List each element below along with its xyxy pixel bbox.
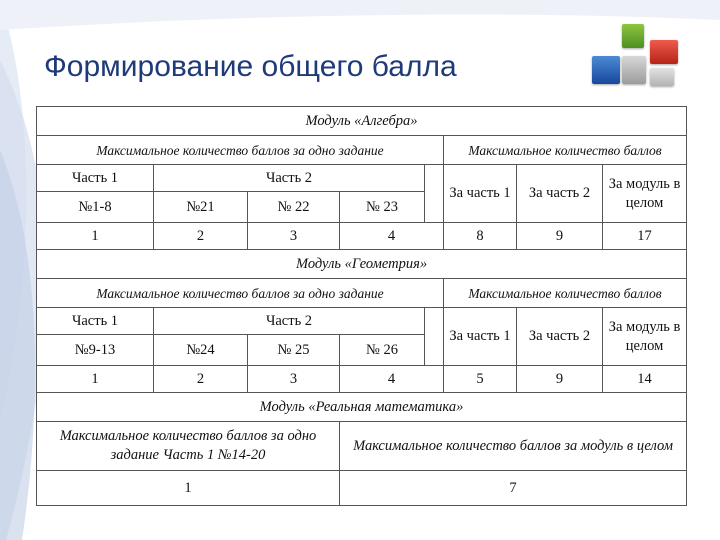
algebra-total-module-label: За модуль в целом	[603, 165, 687, 223]
realmath-per-task-header: Максимальное количество баллов за одно задание Часть 1 №14-20	[37, 422, 340, 471]
algebra-per-task-header: Максимальное количество баллов за одно задание	[37, 136, 444, 165]
algebra-points-1: 1	[37, 223, 154, 250]
realmath-section-row	[37, 393, 687, 422]
algebra-total-part1-value: 8	[444, 223, 517, 250]
geometry-points-1: 1	[37, 366, 154, 393]
geometry-task-1: №9-13	[37, 335, 154, 366]
geometry-part1-label: Часть 1	[37, 308, 154, 335]
realmath-total-header: Максимальное количество баллов за модуль в целом	[340, 422, 687, 471]
algebra-points-2: 2	[154, 223, 248, 250]
geometry-header-row	[37, 279, 687, 308]
geometry-task-3: № 25	[248, 335, 340, 366]
algebra-task-2: №21	[154, 192, 248, 223]
geometry-points-4: 4	[340, 366, 444, 393]
algebra-part2-label: Часть 2	[154, 165, 425, 192]
algebra-module-title: Модуль «Алгебра»	[37, 107, 687, 136]
geometry-total-part1-value: 5	[444, 366, 517, 393]
geometry-section-row	[37, 250, 687, 279]
realmath-total-value: 7	[340, 471, 687, 506]
logo-cubes-icon	[592, 22, 684, 88]
geometry-module-title: Модуль «Геометрия»	[37, 250, 687, 279]
geometry-parts-row	[37, 308, 687, 335]
geometry-points-3: 3	[248, 366, 340, 393]
algebra-total-header: Максимальное количество баллов	[444, 136, 687, 165]
algebra-values-row	[37, 223, 687, 250]
page-title: Формирование общего балла	[44, 50, 457, 83]
geometry-task-4: № 26	[340, 335, 425, 366]
geometry-values-row	[37, 366, 687, 393]
realmath-header-row	[37, 422, 687, 471]
geometry-part2-label: Часть 2	[154, 308, 425, 335]
geometry-points-2: 2	[154, 366, 248, 393]
algebra-part1-label: Часть 1	[37, 165, 154, 192]
algebra-header-row	[37, 136, 687, 165]
geometry-total-part2-value: 9	[517, 366, 603, 393]
algebra-task-3: № 22	[248, 192, 340, 223]
algebra-points-3: 3	[248, 223, 340, 250]
algebra-total-part2-label: За часть 2	[517, 165, 603, 223]
geometry-task-2: №24	[154, 335, 248, 366]
algebra-points-4: 4	[340, 223, 444, 250]
algebra-total-module-value: 17	[603, 223, 687, 250]
geometry-total-module-value: 14	[603, 366, 687, 393]
geometry-per-task-header: Максимальное количество баллов за одно задание	[37, 279, 444, 308]
geometry-total-part1-label: За часть 1	[444, 308, 517, 366]
realmath-values-row	[37, 471, 687, 506]
score-table	[36, 106, 687, 506]
algebra-task-4: № 23	[340, 192, 425, 223]
algebra-total-part1-label: За часть 1	[444, 165, 517, 223]
algebra-parts-row	[37, 165, 687, 192]
geometry-total-module-label: За модуль в целом	[603, 308, 687, 366]
geometry-total-header: Максимальное количество баллов	[444, 279, 687, 308]
algebra-total-part2-value: 9	[517, 223, 603, 250]
algebra-task-1: №1-8	[37, 192, 154, 223]
realmath-module-title: Модуль «Реальная математика»	[37, 393, 687, 422]
geometry-total-part2-label: За часть 2	[517, 308, 603, 366]
algebra-section-row	[37, 107, 687, 136]
realmath-per-task-value: 1	[37, 471, 340, 506]
